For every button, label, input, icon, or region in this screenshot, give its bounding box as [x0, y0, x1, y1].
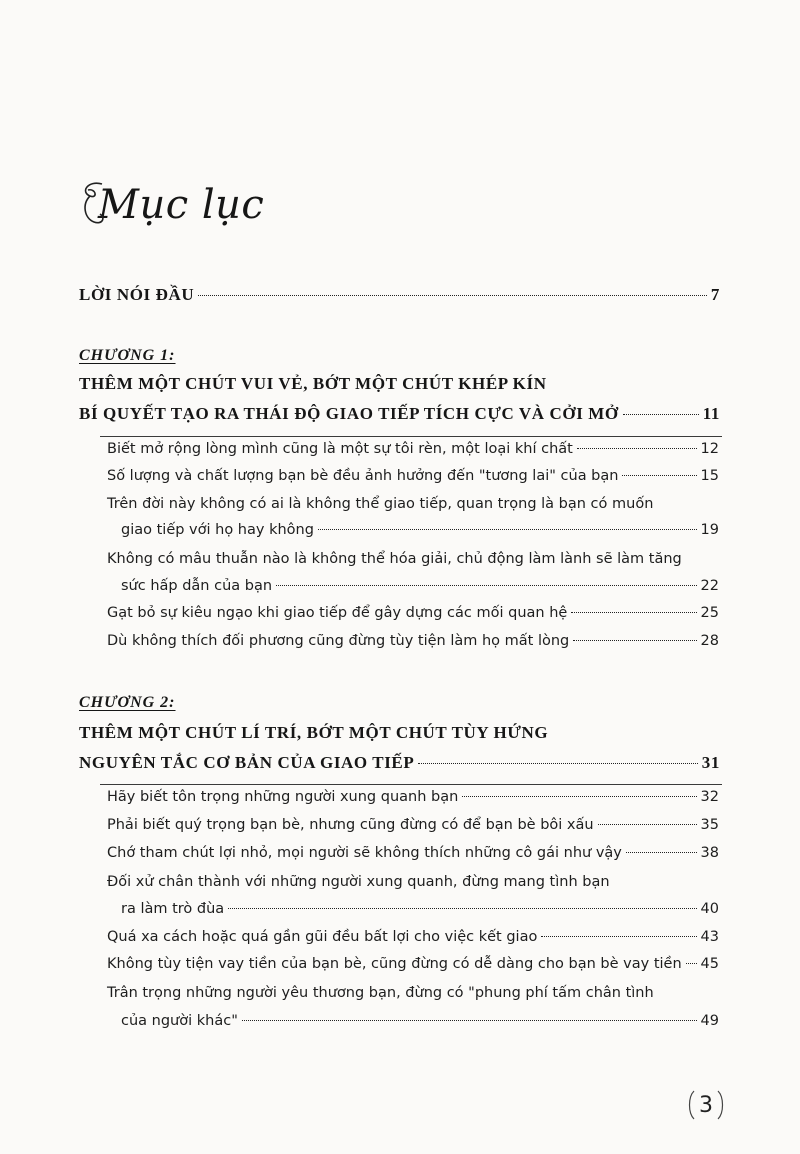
entry-label: Chớ tham chút lợi nhỏ, mọi người sẽ không thích những cô gái như vậy [107, 845, 622, 861]
leader-dots [462, 796, 696, 797]
toc-entry[interactable] [121, 1013, 719, 1029]
entry-label: NGUYÊN TẮC CƠ BẢN CỦA GIAO TIẾP [79, 753, 415, 772]
entry-label-line1: Trân trọng những người yêu thương bạn, đừng có "phung phí tấm chân tình [107, 985, 654, 1001]
leader-dots [276, 585, 697, 586]
entry-page: 38 [700, 845, 719, 861]
toc-title [78, 182, 264, 228]
entry-label: sức hấp dẫn của bạn [121, 578, 273, 594]
entry-label: Dù không thích đối phương cũng đừng tùy tiện làm họ mất lòng [107, 633, 570, 649]
toc-entry[interactable] [107, 468, 719, 484]
entry-label: Số lượng và chất lượng bạn bè đều ảnh hưởng đến "tương lai" của bạn [107, 468, 619, 484]
toc-entry[interactable] [107, 956, 719, 972]
entry-page: 15 [700, 468, 719, 484]
entry-label: Gạt bỏ sự kiêu ngạo khi giao tiếp để gây dựng các mối quan hệ [107, 605, 568, 621]
entry-label: giao tiếp với họ hay không [121, 522, 314, 538]
toc-entry-chapter[interactable] [79, 753, 720, 773]
entry-label-line1: Trên đời này không có ai là không thể giao tiếp, quan trọng là bạn có muốn [107, 496, 654, 512]
entry-page: 32 [700, 789, 719, 805]
leader-dots [571, 612, 696, 613]
leader-dots [242, 1020, 697, 1021]
leader-dots [622, 475, 696, 476]
entry-label-line1: Không có mâu thuẫn nào là không thể hóa giải, chủ động làm lành sẽ làm tăng [107, 551, 682, 567]
toc-entry-preface[interactable] [79, 285, 720, 305]
toc-entry[interactable] [107, 789, 719, 805]
entry-label: ra làm trò đùa [121, 901, 225, 917]
leader-dots [573, 640, 696, 641]
entry-page: 28 [700, 633, 719, 649]
toc-entry-chapter[interactable] [79, 404, 720, 424]
entry-page: 22 [700, 578, 719, 594]
entry-page: 40 [700, 901, 719, 917]
toc-entry[interactable] [121, 578, 719, 594]
chapter-label: CHƯƠNG 1: [79, 347, 176, 364]
page-number [686, 1087, 726, 1123]
page-number-text: 3 [699, 1092, 713, 1118]
section-divider [100, 436, 722, 437]
leader-dots [228, 908, 696, 909]
entry-page: 35 [700, 817, 719, 833]
entry-label: BÍ QUYẾT TẠO RA THÁI ĐỘ GIAO TIẾP TÍCH CỰC VÀ CỞI MỞ [79, 404, 619, 423]
toc-entry[interactable] [107, 845, 719, 861]
chapter-title: THÊM MỘT CHÚT VUI VẺ, BỚT MỘT CHÚT KHÉP KÍN [79, 374, 547, 393]
leader-dots [418, 763, 697, 764]
entry-label: LỜI NÓI ĐẦU [79, 285, 195, 304]
leader-dots [626, 852, 697, 853]
entry-label: Phải biết quý trọng bạn bè, nhưng cũng đừng có để bạn bè bôi xấu [107, 817, 594, 833]
leader-dots [541, 936, 696, 937]
leader-dots [577, 448, 697, 449]
entry-page: 31 [701, 753, 720, 772]
entry-page: 49 [700, 1013, 719, 1029]
entry-label: Biết mở rộng lòng mình cũng là một sự tôi rèn, một loại khí chất [107, 441, 573, 457]
entry-label-line1: Đối xử chân thành với những người xung quanh, đừng mang tình bạn [107, 874, 610, 890]
section-divider [100, 784, 722, 785]
entry-page: 12 [700, 441, 719, 457]
leader-dots [598, 824, 697, 825]
toc-entry[interactable] [107, 817, 719, 833]
toc-entry[interactable] [121, 901, 719, 917]
entry-page: 45 [700, 956, 719, 972]
toc-entry[interactable] [107, 441, 719, 457]
leader-dots [198, 295, 707, 296]
entry-label: Hãy biết tôn trọng những người xung quanh bạn [107, 789, 459, 805]
toc-entry[interactable] [107, 605, 719, 621]
page-number-ornament-icon [686, 1087, 726, 1123]
toc-entry[interactable] [107, 929, 719, 945]
entry-page: 43 [700, 929, 719, 945]
toc-entry[interactable] [107, 633, 719, 649]
entry-label: Quá xa cách hoặc quá gần gũi đều bất lợi cho việc kết giao [107, 929, 538, 945]
leader-dots [623, 414, 699, 415]
page-title: Mục lục [98, 182, 265, 228]
chapter-title: THÊM MỘT CHÚT LÍ TRÍ, BỚT MỘT CHÚT TÙY HỨNG [79, 723, 549, 742]
leader-dots [686, 963, 697, 964]
entry-label: Không tùy tiện vay tiền của bạn bè, cũng đừng có dễ dàng cho bạn bè vay tiền [107, 956, 682, 972]
entry-page: 19 [700, 522, 719, 538]
entry-label: của người khác" [121, 1013, 238, 1029]
entry-page: 7 [710, 285, 720, 304]
entry-page: 25 [700, 605, 719, 621]
leader-dots [318, 529, 697, 530]
toc-entry[interactable] [121, 522, 719, 538]
chapter-label: CHƯƠNG 2: [79, 694, 176, 711]
entry-page: 11 [702, 404, 720, 423]
title-flourish-icon [76, 178, 110, 228]
